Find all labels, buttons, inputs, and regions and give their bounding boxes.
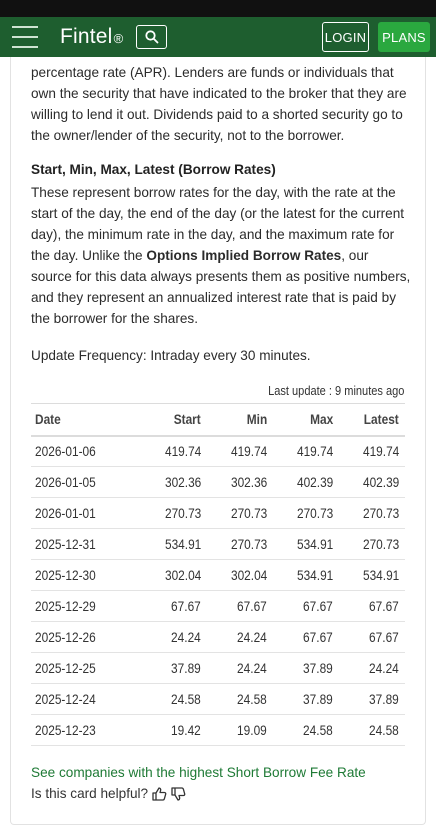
cell-max: 270.73: [273, 498, 339, 529]
cell-date: 2026-01-05: [31, 467, 141, 498]
cell-date: 2025-12-26: [31, 622, 141, 653]
table-row: [31, 529, 405, 560]
cell-min: 302.04: [207, 560, 273, 591]
cell-min: 270.73: [207, 529, 273, 560]
navbar: [0, 17, 436, 57]
cell-latest: 67.67: [339, 622, 405, 653]
registered-mark: ®: [113, 31, 124, 46]
table-row: [31, 653, 405, 684]
cell-latest: 402.39: [339, 467, 405, 498]
cell-latest: 24.58: [339, 715, 405, 746]
cell-date: 2026-01-01: [31, 498, 141, 529]
cell-max: 37.89: [273, 653, 339, 684]
cell-min: 24.58: [207, 684, 273, 715]
borrow-rates-table: [31, 403, 405, 746]
cell-max: 24.58: [273, 715, 339, 746]
header-max[interactable]: Max: [273, 404, 339, 436]
cell-latest: 37.89: [339, 684, 405, 715]
cell-date: 2025-12-24: [31, 684, 141, 715]
table-row: [31, 591, 405, 622]
cell-latest: 534.91: [339, 560, 405, 591]
apr-paragraph: percentage rate (APR). Lenders are funds or individuals that own the security that have indicated to the broker that they are willing to lend it out. Dividends paid to a shorted security go to the owner/lender of the security, not to the borrower.: [31, 65, 407, 143]
cell-start: 67.67: [141, 591, 207, 622]
cell-date: 2025-12-31: [31, 529, 141, 560]
hamburger-menu-icon[interactable]: [12, 26, 38, 48]
cell-date: 2025-12-23: [31, 715, 141, 746]
borrow-rates-description: These represent borrow rates for the day, with the rate at the start of the day, the end of the day (or the latest for the current day), the minimum rate in the day, and the maximum rate for the day. Unlike the Options Implied Borrow Rates, our source for this data always presents them as positive numbers, and they represent an annualized interest rate that is paid by the borrower for the shares.: [31, 185, 411, 326]
options-implied-link[interactable]: Options Implied Borrow Rates: [146, 248, 342, 263]
cell-max: 402.39: [273, 467, 339, 498]
update-frequency: Update Frequency: Intraday every 30 minutes.: [31, 348, 311, 363]
header-date[interactable]: Date: [31, 404, 141, 436]
helpful-question: Is this card helpful?: [31, 786, 149, 801]
cell-start: 302.36: [141, 467, 207, 498]
feedback-row: [31, 786, 186, 801]
brand-logo[interactable]: Fintel®: [60, 25, 124, 48]
cell-max: 534.91: [273, 560, 339, 591]
cell-max: 534.91: [273, 529, 339, 560]
cell-date: 2025-12-30: [31, 560, 141, 591]
cell-latest: 270.73: [339, 529, 405, 560]
plans-button[interactable]: PLANS: [378, 22, 430, 52]
cell-start: 37.89: [141, 653, 207, 684]
cell-max: 37.89: [273, 684, 339, 715]
cell-latest: 270.73: [339, 498, 405, 529]
cell-date: 2025-12-25: [31, 653, 141, 684]
search-button[interactable]: [136, 25, 167, 49]
cell-start: 270.73: [141, 498, 207, 529]
cell-date: 2026-01-06: [31, 436, 141, 467]
borrow-rates-heading: Start, Min, Max, Latest (Borrow Rates): [31, 162, 276, 177]
login-button[interactable]: LOGIN: [322, 22, 369, 52]
cell-start: 302.04: [141, 560, 207, 591]
table-row: [31, 498, 405, 529]
table-row: [31, 684, 405, 715]
status-strip: [0, 0, 436, 17]
header-min[interactable]: Min: [207, 404, 273, 436]
cell-min: 419.74: [207, 436, 273, 467]
cell-date: 2025-12-29: [31, 591, 141, 622]
table-row: [31, 560, 405, 591]
cell-min: 24.24: [207, 622, 273, 653]
cell-start: 24.24: [141, 622, 207, 653]
table-row: [31, 467, 405, 498]
last-update-label: Last update : 9 minutes ago: [267, 383, 404, 398]
table-row: [31, 715, 405, 746]
cell-min: 302.36: [207, 467, 273, 498]
cell-start: 419.74: [141, 436, 207, 467]
cell-max: 67.67: [273, 591, 339, 622]
header-latest[interactable]: Latest: [339, 404, 405, 436]
cell-max: 419.74: [273, 436, 339, 467]
cell-start: 19.42: [141, 715, 207, 746]
highest-borrow-fee-link[interactable]: See companies with the highest Short Borrow Fee Rate: [31, 765, 366, 780]
cell-min: 19.09: [207, 715, 273, 746]
cell-latest: 419.74: [339, 436, 405, 467]
thumbs-down-icon[interactable]: [171, 787, 186, 801]
thumbs-up-icon[interactable]: [152, 787, 167, 801]
cell-latest: 67.67: [339, 591, 405, 622]
cell-min: 24.24: [207, 653, 273, 684]
cell-start: 24.58: [141, 684, 207, 715]
table-row: [31, 622, 405, 653]
cell-start: 534.91: [141, 529, 207, 560]
cell-min: 67.67: [207, 591, 273, 622]
cell-latest: 24.24: [339, 653, 405, 684]
search-icon: [145, 30, 159, 44]
cell-max: 67.67: [273, 622, 339, 653]
header-start[interactable]: Start: [141, 404, 207, 436]
table-row: [31, 436, 405, 467]
cell-min: 270.73: [207, 498, 273, 529]
table-header-row: [31, 404, 405, 436]
